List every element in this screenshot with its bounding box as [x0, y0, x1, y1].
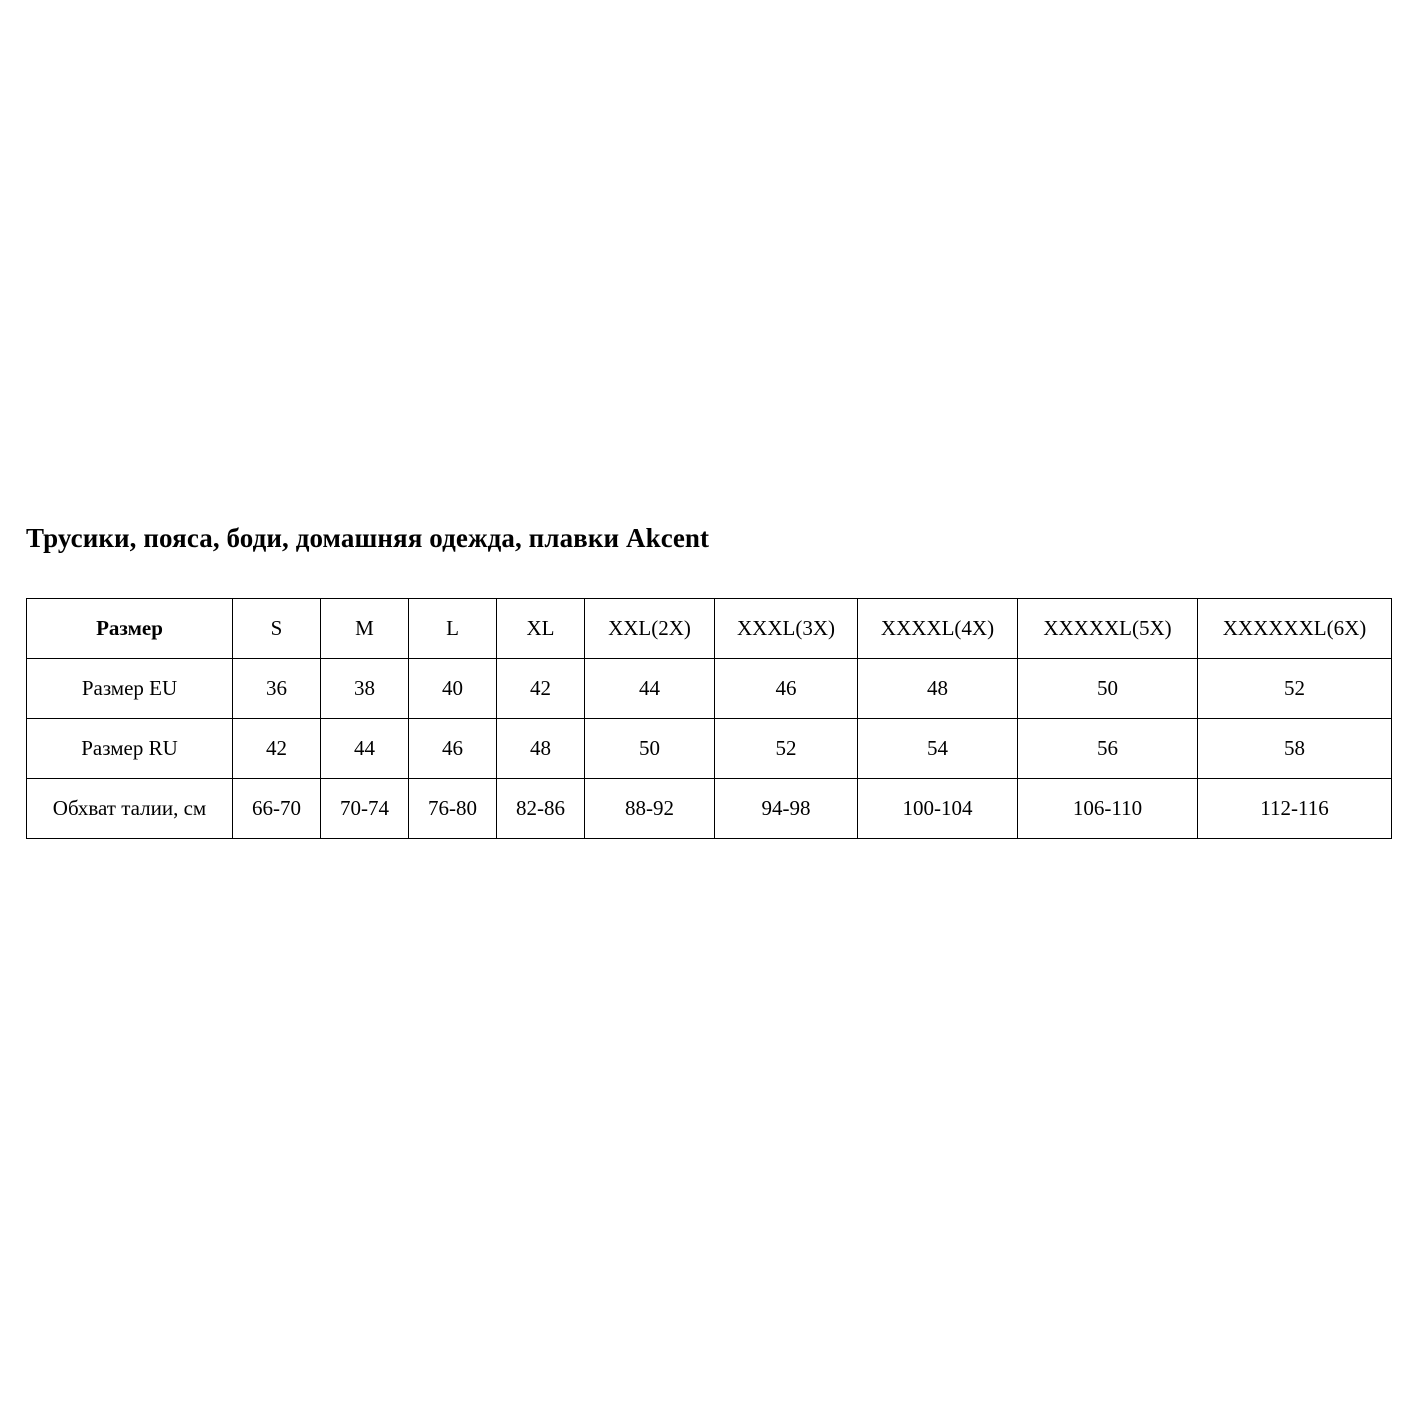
- cell-eu-l: 40: [409, 659, 497, 719]
- cell-waist-xxxxxl: 106-110: [1018, 779, 1198, 839]
- size-chart-table: [26, 598, 1392, 839]
- cell-waist-xl: 82-86: [497, 779, 585, 839]
- cell-ru-xl: 48: [497, 719, 585, 779]
- table-header-col-xxxl: XXXL(3X): [715, 599, 858, 659]
- table-header-col-xxl: XXL(2X): [585, 599, 715, 659]
- cell-ru-l: 46: [409, 719, 497, 779]
- cell-waist-l: 76-80: [409, 779, 497, 839]
- cell-eu-xxxxxxl: 52: [1198, 659, 1392, 719]
- cell-ru-xxxxxxl: 58: [1198, 719, 1392, 779]
- cell-waist-xxl: 88-92: [585, 779, 715, 839]
- cell-eu-xxl: 44: [585, 659, 715, 719]
- cell-eu-xxxl: 46: [715, 659, 858, 719]
- cell-eu-s: 36: [233, 659, 321, 719]
- table-header-col-xxxxl: XXXXL(4X): [858, 599, 1018, 659]
- cell-ru-xxxxxl: 56: [1018, 719, 1198, 779]
- table-header-col-s: S: [233, 599, 321, 659]
- cell-ru-s: 42: [233, 719, 321, 779]
- table-header-size-label: Размер: [27, 599, 233, 659]
- cell-ru-m: 44: [321, 719, 409, 779]
- table-row: [27, 779, 1392, 839]
- cell-eu-m: 38: [321, 659, 409, 719]
- cell-waist-xxxxxxl: 112-116: [1198, 779, 1392, 839]
- cell-waist-xxxl: 94-98: [715, 779, 858, 839]
- table-row: [27, 719, 1392, 779]
- cell-ru-xxxl: 52: [715, 719, 858, 779]
- table-header-col-xxxxxl: XXXXXL(5X): [1018, 599, 1198, 659]
- table-header-col-l: L: [409, 599, 497, 659]
- row-label-eu: Размер EU: [27, 659, 233, 719]
- size-chart-container: [26, 598, 1391, 839]
- row-label-waist: Обхват талии, см: [27, 779, 233, 839]
- table-header-col-xxxxxxl: XXXXXXL(6X): [1198, 599, 1392, 659]
- table-header-col-m: M: [321, 599, 409, 659]
- cell-ru-xxl: 50: [585, 719, 715, 779]
- cell-waist-m: 70-74: [321, 779, 409, 839]
- cell-eu-xl: 42: [497, 659, 585, 719]
- cell-eu-xxxxxl: 50: [1018, 659, 1198, 719]
- cell-waist-s: 66-70: [233, 779, 321, 839]
- row-label-ru: Размер RU: [27, 719, 233, 779]
- cell-eu-xxxxl: 48: [858, 659, 1018, 719]
- page-title: Трусики, пояса, боди, домашняя одежда, плавки Akcent: [26, 523, 710, 553]
- table-header-row: [27, 599, 1392, 659]
- cell-ru-xxxxl: 54: [858, 719, 1018, 779]
- table-row: [27, 659, 1392, 719]
- cell-waist-xxxxl: 100-104: [858, 779, 1018, 839]
- table-header-col-xl: XL: [497, 599, 585, 659]
